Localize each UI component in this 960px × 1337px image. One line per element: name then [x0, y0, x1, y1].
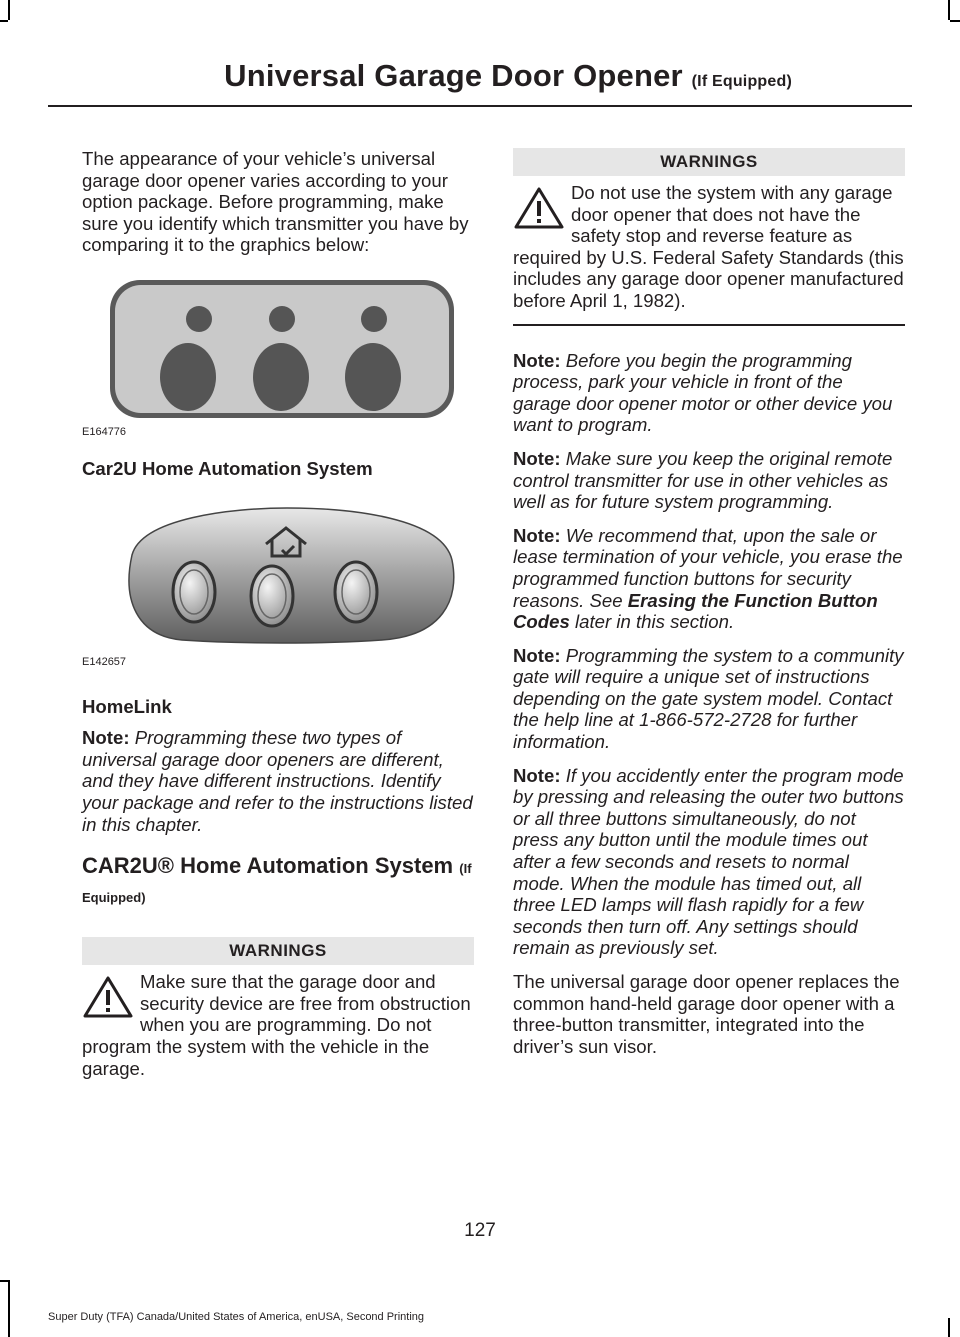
crop-mark [948, 1318, 950, 1337]
cross-reference-link[interactable]: Erasing the Function Button Codes [513, 589, 878, 633]
header-rule [48, 105, 912, 107]
note-text: Make sure you keep the original remote control transmitter for use in other vehicles as well as for future system programming. [513, 447, 893, 513]
note-paragraph [513, 448, 905, 513]
note-paragraph [513, 765, 905, 959]
crop-mark [8, 0, 10, 20]
figure-caption: Car2U Home Automation System [82, 457, 373, 479]
warning-text: Make sure that the garage door and security device are free from obstruction when you are programming. Do not program the system with the vehicle in the garage. [82, 971, 471, 1079]
warning-block [82, 965, 474, 1079]
left-column [82, 148, 474, 1091]
section-heading-suffix: (If Equipped) [82, 861, 472, 906]
warning-block [513, 176, 905, 312]
note-label: Note: [513, 644, 561, 666]
intro-paragraph: The appearance of your vehicle’s universal garage door opener varies according to your option package. Before programming, make sure you identify which transmitter you have by comparing it to the graphics below: [82, 148, 469, 256]
note-text: Programming these two types of universal garage door openers are different, and they have different instructions. Identify your package and refer to the instructions listed in this chapter. [82, 727, 473, 835]
note-paragraph [513, 525, 905, 633]
note-paragraph [513, 645, 905, 753]
homelink-transmitter-image [82, 490, 474, 680]
figure-caption: HomeLink [82, 695, 172, 717]
note-label: Note: [513, 764, 561, 786]
crop-mark [0, 20, 8, 22]
figure-code: E164776 [82, 425, 127, 438]
note-label: Note: [82, 727, 130, 749]
figure-homelink [82, 490, 474, 696]
section-heading [82, 853, 474, 911]
page-title [224, 58, 792, 94]
warning-text: Do not use the system with any garage door opener that does not have the safety stop and reverse feature as required by U.S. Federal Safety Standards (this includes any garage door opener manufactured before April 1, 1982). [513, 182, 904, 311]
body-paragraph: The universal garage door opener replaces the common hand-held garage door opener with a three-button transmitter, integrated into the driver’s sun visor. [513, 971, 900, 1057]
figure-code: E142657 [82, 655, 127, 668]
warning-triangle-icon [82, 975, 134, 1019]
crop-mark [0, 1280, 10, 1282]
note-paragraph [513, 350, 905, 436]
note-label: Note: [513, 524, 561, 546]
warnings-header: WARNINGS [513, 148, 905, 176]
note-text: Programming the system to a community gate will require a unique set of instructions depending on the gate system model. Contact the help line at 1-866-572-2728 for further information. [513, 644, 904, 753]
crop-mark [950, 20, 960, 22]
section-heading-text: CAR2U® Home Automation System [82, 853, 454, 879]
edition-info: Super Duty (TFA) Canada/United States of America, enUSA, Second Printing [48, 1311, 425, 1323]
note-text: Before you begin the programming process, park your vehicle in front of the garage door opener motor or other device you want to program. [513, 349, 893, 436]
note-paragraph [82, 727, 474, 835]
page-number: 127 [464, 1220, 496, 1241]
crop-mark [948, 0, 950, 20]
right-column [513, 148, 905, 1067]
note-text: We recommend that, upon the sale or lease termination of your vehicle, you erase the programmed function buttons for security reasons. See [513, 524, 903, 611]
warnings-header: WARNINGS [82, 937, 474, 965]
warning-triangle-icon [513, 186, 565, 230]
note-text: later in this section. [575, 611, 735, 633]
crop-mark [8, 1282, 10, 1337]
note-label: Note: [513, 349, 561, 371]
warning-rule [513, 324, 905, 326]
note-text: If you accidently enter the program mode by pressing and releasing the outer two buttons or all three buttons simultaneously, do not press any button until the module times out after a few seconds and resets to normal mode. When the module has timed out, all three LED lamps will flash rapidly for a few seconds then turn off. Any settings should remain as previously set. [513, 764, 904, 959]
note-label: Note: [513, 447, 561, 469]
page-title-text: Universal Garage Door Opener [224, 58, 683, 93]
page-title-suffix: (If Equipped) [691, 73, 792, 90]
figure-car2u [82, 276, 474, 458]
car2u-transmitter-image [82, 276, 474, 436]
